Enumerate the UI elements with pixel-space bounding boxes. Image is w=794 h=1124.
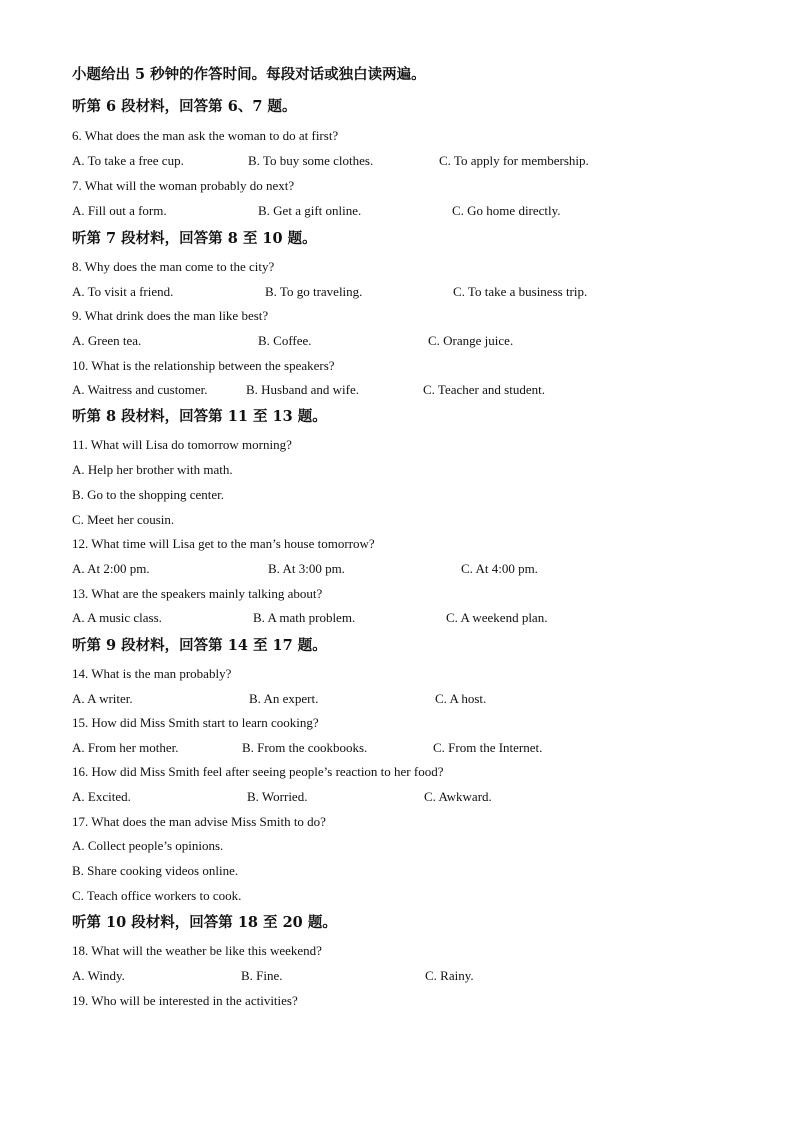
option-10c: C. Teacher and student.: [423, 382, 545, 397]
option-9c: C. Orange juice.: [428, 333, 514, 348]
option-8b: B. To go traveling.: [265, 284, 363, 299]
option-13b: B. A math problem.: [253, 610, 356, 625]
option-7b: B. Get a gift online.: [258, 203, 362, 218]
section-heading-8: 听第 8 段材料，回答第 11 至 13 题。: [72, 408, 327, 425]
option-15c: C. From the Internet.: [433, 740, 543, 755]
question-8: 8. Why does the man come to the city?: [72, 259, 275, 274]
question-15: 15. How did Miss Smith start to learn cooking?: [72, 715, 319, 730]
question-14: 14. What is the man probably?: [72, 666, 232, 681]
question-6: 6. What does the man ask the woman to do at first?: [72, 128, 339, 143]
option-14c: C. A host.: [435, 691, 487, 706]
option-18b: B. Fine.: [241, 968, 283, 983]
section-heading-9: 听第 9 段材料，回答第 14 至 17 题。: [72, 637, 327, 654]
option-17c: C. Teach office workers to cook.: [72, 888, 242, 903]
option-18c: C. Rainy.: [425, 968, 474, 983]
question-16: 16. How did Miss Smith feel after seeing people’s reaction to her food?: [72, 764, 444, 779]
question-12: 12. What time will Lisa get to the man’s house tomorrow?: [72, 536, 375, 551]
section-heading-7: 听第 7 段材料，回答第 8 至 10 题。: [72, 230, 317, 247]
option-12a: A. At 2:00 pm.: [72, 561, 150, 576]
option-9a: A. Green tea.: [72, 333, 142, 348]
question-18: 18. What will the weather be like this weekend?: [72, 943, 322, 958]
option-7c: C. Go home directly.: [452, 203, 561, 218]
option-16b: B. Worried.: [247, 789, 308, 804]
option-9b: B. Coffee.: [258, 333, 312, 348]
option-16a: A. Excited.: [72, 789, 131, 804]
option-14a: A. A writer.: [72, 691, 133, 706]
option-18a: A. Windy.: [72, 968, 125, 983]
option-15a: A. From her mother.: [72, 740, 179, 755]
section-heading-10: 听第 10 段材料，回答第 18 至 20 题。: [72, 914, 337, 931]
option-6c: C. To apply for membership.: [439, 153, 589, 168]
option-17a: A. Collect people’s opinions.: [72, 838, 224, 853]
option-11a: A. Help her brother with math.: [72, 462, 233, 477]
option-10b: B. Husband and wife.: [246, 382, 360, 397]
option-16c: C. Awkward.: [424, 789, 492, 804]
question-19: 19. Who will be interested in the activities?: [72, 993, 298, 1008]
question-13: 13. What are the speakers mainly talking about?: [72, 586, 323, 601]
question-9: 9. What drink does the man like best?: [72, 308, 269, 323]
option-11c: C. Meet her cousin.: [72, 512, 175, 527]
option-10a: A. Waitress and customer.: [72, 382, 208, 397]
question-11: 11. What will Lisa do tomorrow morning?: [72, 437, 292, 452]
option-8a: A. To visit a friend.: [72, 284, 174, 299]
option-14b: B. An expert.: [249, 691, 319, 706]
option-13c: C. A weekend plan.: [446, 610, 548, 625]
option-13a: A. A music class.: [72, 610, 162, 625]
section-heading-6: 听第 6 段材料，回答第 6、7 题。: [72, 98, 297, 115]
option-15b: B. From the cookbooks.: [242, 740, 368, 755]
question-10: 10. What is the relationship between the speakers?: [72, 358, 335, 373]
option-12c: C. At 4:00 pm.: [461, 561, 538, 576]
option-17b: B. Share cooking videos online.: [72, 863, 239, 878]
option-12b: B. At 3:00 pm.: [268, 561, 345, 576]
intro-text: 小题给出 5 秒钟的作答时间。每段对话或独白读两遍。: [72, 66, 426, 83]
option-8c: C. To take a business trip.: [453, 284, 588, 299]
question-7: 7. What will the woman probably do next?: [72, 178, 295, 193]
option-7a: A. Fill out a form.: [72, 203, 167, 218]
option-6b: B. To buy some clothes.: [248, 153, 374, 168]
option-6a: A. To take a free cup.: [72, 153, 184, 168]
option-11b: B. Go to the shopping center.: [72, 487, 225, 502]
question-17: 17. What does the man advise Miss Smith to do?: [72, 814, 326, 829]
